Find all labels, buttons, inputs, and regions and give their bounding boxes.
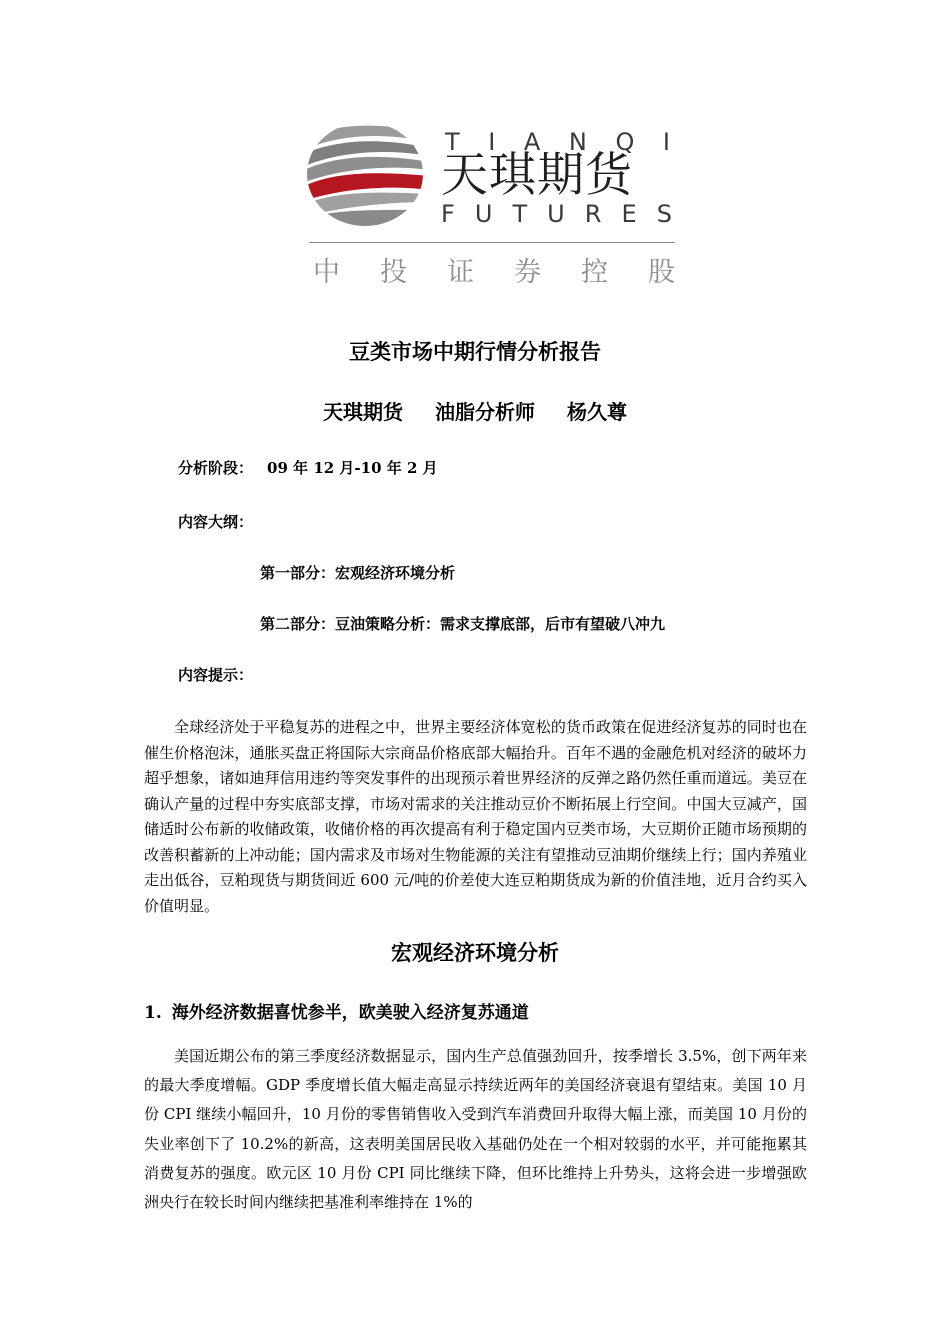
logo-letter: R <box>584 200 602 228</box>
logo-parent-char: 证 <box>447 257 474 288</box>
company-name: 天琪期货 <box>323 400 403 424</box>
logo-parent-char: 股 <box>648 257 675 288</box>
section-heading: 宏观经济环境分析 <box>391 940 559 965</box>
logo-divider <box>309 242 675 243</box>
logo-parent-company <box>313 250 675 289</box>
logo-parent-char: 控 <box>581 257 608 288</box>
outline-label: 内容大纲： <box>178 513 254 531</box>
logo-letter: F <box>441 200 455 228</box>
logo-letter: S <box>656 200 672 228</box>
subsection-title: 海外经济数据喜忧参半，欧美驶入经济复苏通道 <box>171 1003 529 1023</box>
logo-letter: I <box>488 128 496 156</box>
author-name: 杨久尊 <box>567 400 627 424</box>
outline-part-2: 第二部分：豆油策略分析：需求支撑底部，后市有望破八冲九 <box>260 615 666 633</box>
logo-parent-char: 中 <box>313 257 340 288</box>
company-logo <box>305 118 677 288</box>
period-label: 分析阶段： <box>178 459 254 477</box>
author-role: 油脂分析师 <box>435 400 535 424</box>
logo-parent-char: 投 <box>380 257 407 288</box>
logo-letter: I <box>662 128 670 156</box>
hint-label: 内容提示： <box>178 666 254 684</box>
logo-letter: U <box>547 200 565 228</box>
logo-letter: T <box>445 128 460 156</box>
logo-parent-char: 券 <box>514 257 541 288</box>
report-title: 豆类市场中期行情分析报告 <box>349 339 601 364</box>
logo-letter: T <box>512 200 528 228</box>
tianqi-globe-logo-icon <box>305 118 431 226</box>
author-line <box>0 396 950 425</box>
subsection-heading <box>144 998 529 1023</box>
outline-part-1: 第一部分：宏观经济环境分析 <box>260 564 456 582</box>
logo-latin-futures <box>441 200 672 228</box>
summary-paragraph: 全球经济处于平稳复苏的进程之中，世界主要经济体宽松的货币政策在促进经济复苏的同时也在催生价格泡沫，通胀买盘正将国际大宗商品价格底部大幅抬升。百年不遇的金融危机对经济的破坏力超乎想象，诸如迪拜信用违约等突发事件的出现预示着世界经济的反弹之路仍然任重而道远。美豆在确认产量的过程中夯实底部支撑，市场对需求的关注推动豆价不断拓展上行空间。中国大豆减产，国储适时公布新的收储政策，收储价格的再次提高有利于稳定国内豆类市场，大豆期价正随市场预期的改善积蓄新的上冲动能；国内需求及市场对生物能源的关注有望推动豆油期价继续上行；国内养殖业走出低谷，豆粕现货与期货间近 600 元/吨的价差使大连豆粕期货成为新的价值洼地，近月合约买入价值明显。 <box>144 718 807 915</box>
logo-letter: E <box>621 200 637 228</box>
subsection-number: 1. <box>144 1003 162 1023</box>
period-value: 09 年 12 月-10 年 2 月 <box>267 459 438 477</box>
logo-chinese-name: 天琪期货 <box>441 148 633 203</box>
logo-letter: Q <box>615 128 635 156</box>
logo-letter: A <box>523 128 541 156</box>
analysis-period <box>178 457 438 478</box>
logo-letter: N <box>568 128 587 156</box>
body-paragraph: 美国近期公布的第三季度经济数据显示，国内生产总值强劲回升，按季增长 3.5%，创下两年来的最大季度增幅。GDP 季度增长值大幅走高显示持续近两年的美国经济衰退有望结束。美国 10 月份 CPI 继续小幅回升，10 月份的零售销售收入受到汽车消费回升取得大幅上涨，而美国 10 月份的失业率创下了 10.2%的新高，这表明美国居民收入基础仍处在一个相对较弱的水平，并可能拖累其消费复苏的强度。欧元区 10 月份 CPI 同比继续下降，但环比维持上升势头，这将会进一步增强欧洲央行在较长时间内继续把基准利率维持在 1%的 <box>144 1047 807 1212</box>
logo-letter: U <box>474 200 493 228</box>
